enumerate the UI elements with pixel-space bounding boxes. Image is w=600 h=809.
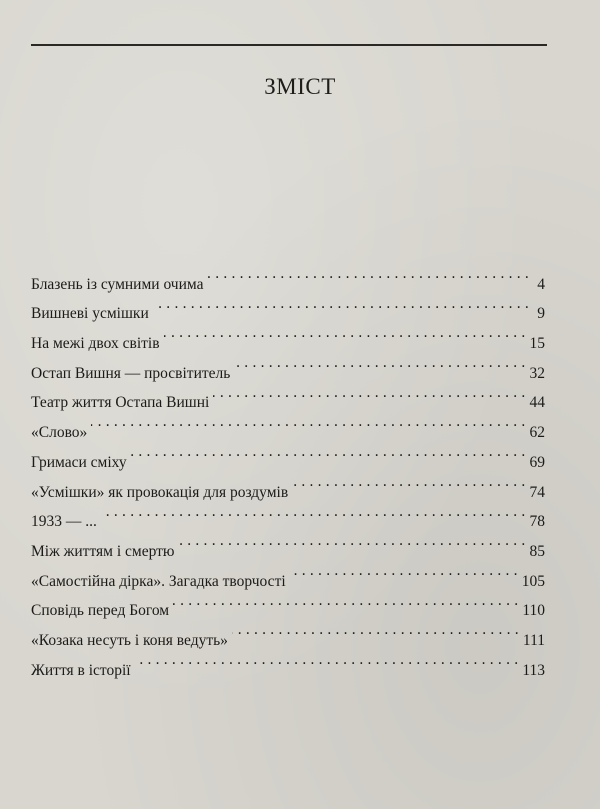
toc-entry-title: «Самостійна дірка». Загадка творчості <box>31 572 286 590</box>
toc-leader-dots <box>232 615 519 645</box>
toc-leader-dots <box>131 437 526 467</box>
toc-entry <box>31 497 545 531</box>
toc-entry-page: 110 <box>522 602 545 620</box>
toc-entry <box>31 259 545 293</box>
toc-entry <box>31 526 545 560</box>
toc-leader-dots <box>178 526 525 556</box>
toc-entry-title: «Козака несуть і коня ведуть» <box>31 631 228 649</box>
toc-entry <box>31 437 545 471</box>
toc-entry-title: Між життям і смертю <box>31 542 175 560</box>
toc-entry-title: 1933 — ... <box>31 513 97 531</box>
toc-entry-page: 78 <box>529 513 545 531</box>
toc-entry-title: Сповідь перед Богом <box>31 602 170 620</box>
header-rule <box>31 44 547 46</box>
toc-entry-title: Блазень із сумними очима <box>31 275 204 293</box>
toc-leader-dots <box>135 645 519 675</box>
toc-entry-title: Гримаси сміху <box>31 453 127 471</box>
toc-entry-page: 74 <box>529 483 545 501</box>
toc-leader-dots <box>91 407 525 437</box>
toc-entry-title: «Слово» <box>31 424 88 442</box>
toc-entry-title: Життя в історії <box>31 661 131 679</box>
toc-leader-dots <box>173 586 518 616</box>
toc-leader-dots <box>290 556 518 586</box>
toc-entry <box>31 407 545 442</box>
toc-entry-title: Театр життя Остапа Вишні <box>31 394 210 412</box>
toc-leader-dots <box>207 259 529 289</box>
toc-leader-dots <box>292 467 525 497</box>
page-title: ЗМІСТ <box>264 74 336 99</box>
toc-entry-title: Остап Вишня — просвітитель <box>31 364 231 382</box>
toc-entry-page: 32 <box>529 364 545 382</box>
toc-entry-page: 62 <box>529 424 545 442</box>
toc-leader-dots <box>153 289 529 319</box>
toc-leader-dots <box>164 318 526 348</box>
toc-entry-page: 4 <box>537 275 545 293</box>
toc-entry-title: На межі двох світів <box>31 335 160 353</box>
toc-entry-page: 15 <box>529 335 545 353</box>
toc-entry-page: 105 <box>521 572 545 590</box>
toc-entry-title: «Усмішки» як провокація для роздумів <box>31 483 289 501</box>
toc-entry-title: Вишневі усмішки <box>31 305 149 323</box>
toc-entry-page: 69 <box>529 453 545 471</box>
toc-leader-dots <box>213 378 525 408</box>
toc-entry-page: 9 <box>537 305 545 323</box>
toc-leader-dots <box>234 348 525 378</box>
toc-entry-page: 113 <box>522 661 545 679</box>
table-of-contents <box>31 259 545 679</box>
toc-entry-page: 44 <box>529 394 545 412</box>
toc-entry-page: 111 <box>522 631 545 649</box>
toc-entry-page: 85 <box>529 542 545 560</box>
toc-leader-dots <box>101 497 526 527</box>
